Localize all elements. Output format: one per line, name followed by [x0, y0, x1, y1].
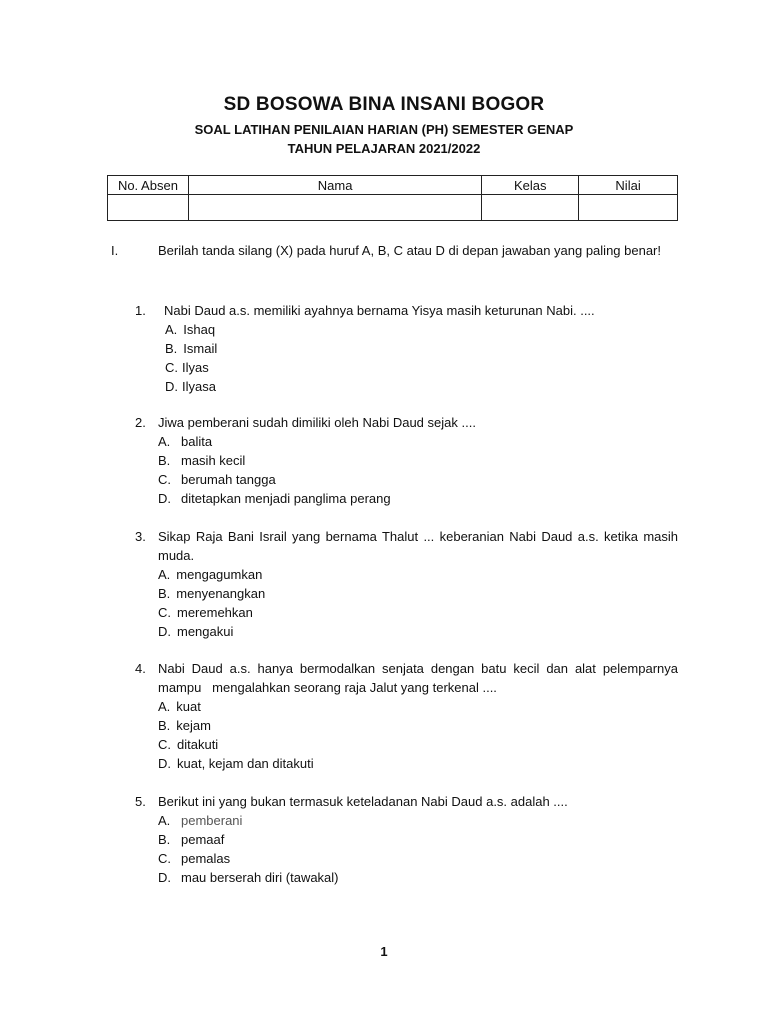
student-id-table	[107, 175, 678, 221]
option-b[interactable]	[158, 716, 678, 735]
option-letter: D.	[158, 870, 171, 885]
option-text: Ismail	[183, 341, 218, 356]
option-letter: D.	[158, 491, 171, 506]
option-c[interactable]	[165, 358, 678, 377]
option-a[interactable]	[158, 811, 678, 830]
option-letter: C.	[158, 737, 171, 752]
option-letter: B.	[158, 453, 171, 468]
option-text: masih kecil	[181, 453, 246, 468]
section-instruction: Berilah tanda silang (X) pada huruf A, B, C atau D di depan jawaban yang paling benar!	[158, 243, 662, 258]
answer-options	[158, 565, 678, 641]
option-letter: D.	[165, 379, 178, 394]
option-a[interactable]	[158, 565, 678, 584]
option-letter: D.	[158, 624, 171, 639]
option-letter: C.	[165, 360, 178, 375]
option-text: menyenangkan	[176, 586, 266, 601]
option-text: kejam	[176, 718, 211, 733]
option-text: Ishaq	[183, 322, 216, 337]
question-2	[135, 413, 678, 508]
option-text: meremehkan	[177, 605, 253, 620]
section-number: I.	[111, 243, 119, 258]
question-number: 1.	[135, 303, 146, 318]
option-text: pemaaf	[181, 832, 225, 847]
option-b[interactable]	[158, 584, 678, 603]
option-text: mengakui	[177, 624, 234, 639]
option-a[interactable]	[165, 320, 678, 339]
exam-title: SOAL LATIHAN PENILAIAN HARIAN (PH) SEMESTER GENAP	[194, 122, 574, 137]
answer-options	[165, 320, 678, 396]
question-text: Sikap Raja Bani Israil yang bernama Thalut ... keberanian Nabi Daud a.s. ketika masih muda.	[158, 529, 678, 563]
academic-year: TAHUN PELAJARAN 2021/2022	[287, 141, 481, 156]
kelas-field[interactable]	[482, 195, 579, 221]
option-text: ditetapkan menjadi panglima perang	[181, 491, 391, 506]
id-table-entry-row	[108, 195, 678, 221]
option-text: pemalas	[181, 851, 231, 866]
option-text: kuat	[176, 699, 201, 714]
option-d[interactable]	[158, 868, 678, 887]
option-d[interactable]	[158, 754, 678, 773]
option-text: ditakuti	[177, 737, 219, 752]
option-text: kuat, kejam dan ditakuti	[177, 756, 314, 771]
option-a[interactable]	[158, 432, 678, 451]
option-letter: D.	[158, 756, 171, 771]
question-number: 5.	[135, 794, 146, 809]
option-text: pemberani	[181, 813, 243, 828]
option-letter: B.	[158, 832, 171, 847]
option-c[interactable]	[158, 735, 678, 754]
option-c[interactable]	[158, 470, 678, 489]
option-letter: A.	[158, 567, 171, 582]
option-b[interactable]	[158, 830, 678, 849]
option-letter: A.	[158, 699, 171, 714]
option-text: Ilyas	[182, 360, 209, 375]
option-letter: C.	[158, 605, 171, 620]
option-text: balita	[181, 434, 213, 449]
option-b[interactable]	[165, 339, 678, 358]
option-letter: C.	[158, 472, 171, 487]
header-kelas: Kelas	[482, 176, 579, 195]
school-name: SD BOSOWA BINA INSANI BOGOR	[223, 94, 545, 115]
option-letter: B.	[158, 586, 171, 601]
header-no-absen: No. Absen	[108, 176, 189, 195]
option-letter: B.	[158, 718, 171, 733]
question-3	[135, 527, 678, 641]
option-text: Ilyasa	[182, 379, 216, 394]
option-letter: B.	[165, 341, 178, 356]
option-text: mau berserah diri (tawakal)	[181, 870, 339, 885]
question-text: Nabi Daud a.s. hanya bermodalkan senjata dengan batu kecil dan alat pelemparnya mampu mengalahkan seorang raja Jalut yang terkenal ....	[158, 661, 682, 695]
answer-options	[158, 432, 678, 508]
answer-options	[158, 697, 678, 773]
question-4	[135, 659, 682, 773]
question-number: 4.	[135, 661, 146, 676]
header-nilai: Nilai	[579, 176, 678, 195]
question-text: Nabi Daud a.s. memiliki ayahnya bernama Yisya masih keturunan Nabi. ....	[164, 303, 595, 318]
option-c[interactable]	[158, 603, 678, 622]
question-1	[135, 301, 678, 396]
option-d[interactable]	[158, 489, 678, 508]
option-a[interactable]	[158, 697, 678, 716]
option-b[interactable]	[158, 451, 678, 470]
question-text: Jiwa pemberani sudah dimiliki oleh Nabi Daud sejak ....	[158, 415, 476, 430]
option-c[interactable]	[158, 849, 678, 868]
question-number: 2.	[135, 415, 146, 430]
option-text: berumah tangga	[181, 472, 276, 487]
question-5	[135, 792, 678, 887]
question-text: Berikut ini yang bukan termasuk keteladanan Nabi Daud a.s. adalah ....	[158, 794, 568, 809]
option-letter: A.	[165, 322, 178, 337]
id-table-header-row	[108, 176, 678, 195]
option-text: mengagumkan	[176, 567, 263, 582]
option-d[interactable]	[165, 377, 678, 396]
option-letter: C.	[158, 851, 171, 866]
option-letter: A.	[158, 813, 171, 828]
nilai-field[interactable]	[579, 195, 678, 221]
option-d[interactable]	[158, 622, 678, 641]
page-number: 1	[380, 944, 388, 959]
question-number: 3.	[135, 529, 146, 544]
option-letter: A.	[158, 434, 171, 449]
answer-options	[158, 811, 678, 887]
no-absen-field[interactable]	[108, 195, 189, 221]
nama-field[interactable]	[188, 195, 481, 221]
header-nama: Nama	[188, 176, 481, 195]
